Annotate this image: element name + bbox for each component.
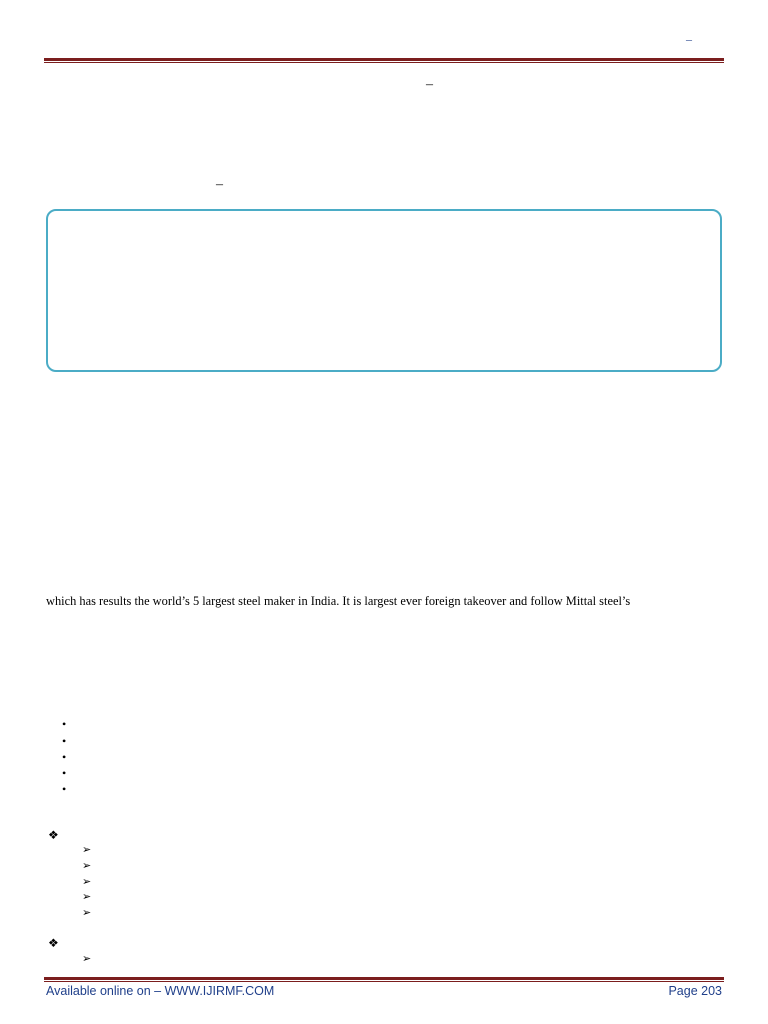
diamond-bullet-2: ❖ [48,936,59,950]
footer-availability-text: Available online on – WWW.IJIRMF.COM [46,984,275,998]
bullet-4: • [62,766,67,780]
header-rule-thick [44,58,724,61]
header-dash: – [686,32,692,46]
abstract-box [46,209,722,372]
bullet-2: • [62,734,67,748]
footer-rule-thick [44,977,724,980]
content-dash-1: – [426,77,433,92]
diamond-bullet-1: ❖ [48,828,59,842]
arrow-bullet-6: ➢ [82,953,92,965]
bullet-3: • [62,750,67,764]
footer-page-number: Page 203 [668,984,722,998]
footer-rule-thin [44,981,724,982]
arrow-bullet-1: ➢ [82,844,92,856]
arrow-bullet-3: ➢ [82,876,92,888]
arrow-bullet-2: ➢ [82,860,92,872]
arrow-bullet-4: ➢ [82,891,92,903]
header-rule-thin [44,62,724,63]
bullet-1: • [62,717,67,731]
bullet-5: • [62,782,67,796]
content-dash-2: – [216,177,223,192]
body-text-line: which has results the world’s 5 largest steel maker in India. It is largest ever foreign takeover and follow Mittal steel’s [46,594,631,608]
arrow-bullet-5: ➢ [82,907,92,919]
